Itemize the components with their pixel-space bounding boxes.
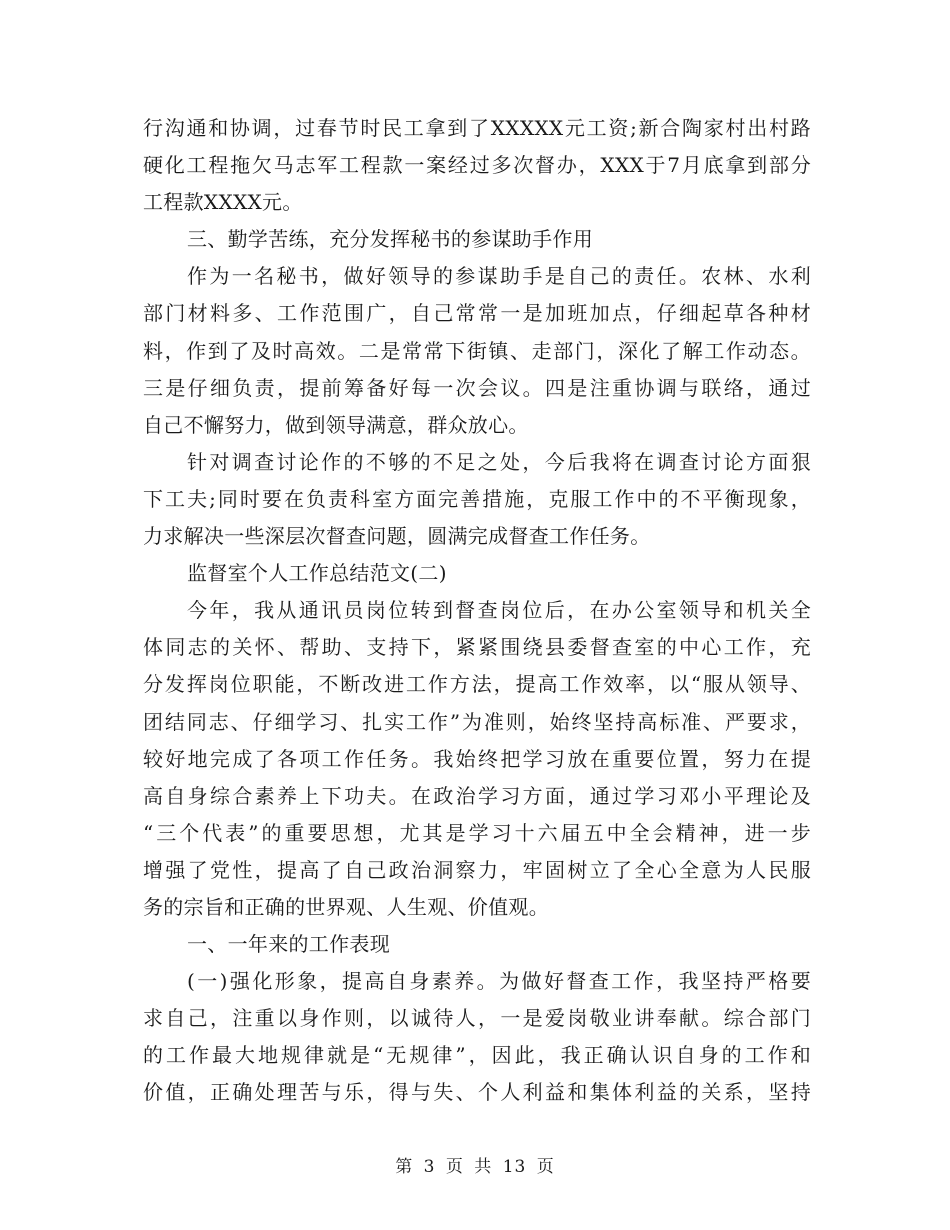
text-line: 三、勤学苦练，充分发挥秘书的参谋助手作用 <box>187 227 593 252</box>
text-line: 力求解决一些深层次督查问题，圆满完成督查工作任务。 <box>143 524 651 549</box>
text-line: 硬化工程拖欠马志军工程款一案经过多次督办，XXX于7月底拿到部分 <box>143 153 811 178</box>
text-line: 部门材料多、工作范围广，自己常常一是加班加点，仔细起草各种材 <box>143 301 811 326</box>
text-line: 求自己，注重以身作则，以诚待人，一是爱岗敬业讲奉献。综合部门 <box>143 1006 811 1031</box>
text-line: 料，作到了及时高效。二是常常下街镇、走部门，深化了解工作动态。 <box>143 338 811 363</box>
text-line: 价值，正确处理苦与乐，得与失、个人利益和集体利益的关系，坚持 <box>143 1080 811 1105</box>
footer-current-page: 3 <box>423 1157 436 1177</box>
footer-total-pages: 13 <box>502 1157 527 1177</box>
text-line: 务的宗旨和正确的世界观、人生观、价值观。 <box>143 894 549 919</box>
page-footer <box>0 1152 950 1177</box>
text-line: 体同志的关怀、帮助、支持下，紧紧围绕县委督查室的中心工作，充 <box>143 635 811 660</box>
text-line: “三个代表”的重要思想，尤其是学习十六届五中全会精神，进一步 <box>143 820 811 845</box>
text-line: (一)强化形象，提高自身素养。为做好督查工作，我坚持严格要 <box>187 969 811 994</box>
footer-prefix: 第 <box>395 1157 414 1177</box>
text-line: 行沟通和协调，过春节时民工拿到了XXXXX元工资;新合陶家村出村路 <box>143 116 811 140</box>
text-line: 的工作最大地规律就是“无规律”，因此，我正确认识自身的工作和 <box>143 1043 811 1068</box>
text-line: 监督室个人工作总结范文(二) <box>187 561 447 586</box>
text-line: 作为一名秘书，做好领导的参谋助手是自己的责任。农林、水利 <box>187 264 811 289</box>
text-line: 团结同志、仔细学习、扎实工作”为准则，始终坚持高标准、严要求， <box>143 709 811 734</box>
document-body <box>143 110 811 1112</box>
text-line: 今年，我从通讯员岗位转到督查岗位后，在办公室领导和机关全 <box>187 598 811 623</box>
text-line: 高自身综合素养上下功夫。在政治学习方面，通过学习邓小平理论及 <box>143 783 811 808</box>
text-line: 工程款XXXX元。 <box>143 190 303 215</box>
text-line: 一、一年来的工作表现 <box>187 932 390 957</box>
text-line: 增强了党性，提高了自己政治洞察力，牢固树立了全心全意为人民服 <box>143 857 811 882</box>
text-line: 较好地完成了各项工作任务。我始终把学习放在重要位置，努力在提 <box>143 746 811 771</box>
text-line: 自己不懈努力，做到领导满意，群众放心。 <box>143 412 529 437</box>
footer-total-word: 共 <box>474 1157 493 1177</box>
text-line: 分发挥岗位职能，不断改进工作方法，提高工作效率，以“服从领导、 <box>143 672 811 697</box>
text-line: 下工夫;同时要在负责科室方面完善措施，克服工作中的不平衡现象， <box>143 486 811 511</box>
footer-page-word: 页 <box>445 1157 464 1177</box>
footer-suffix: 页 <box>536 1157 555 1177</box>
text-line: 三是仔细负责，提前筹备好每一次会议。四是注重协调与联络，通过 <box>143 375 811 400</box>
text-line: 针对调查讨论作的不够的不足之处，今后我将在调查讨论方面狠 <box>187 449 811 474</box>
